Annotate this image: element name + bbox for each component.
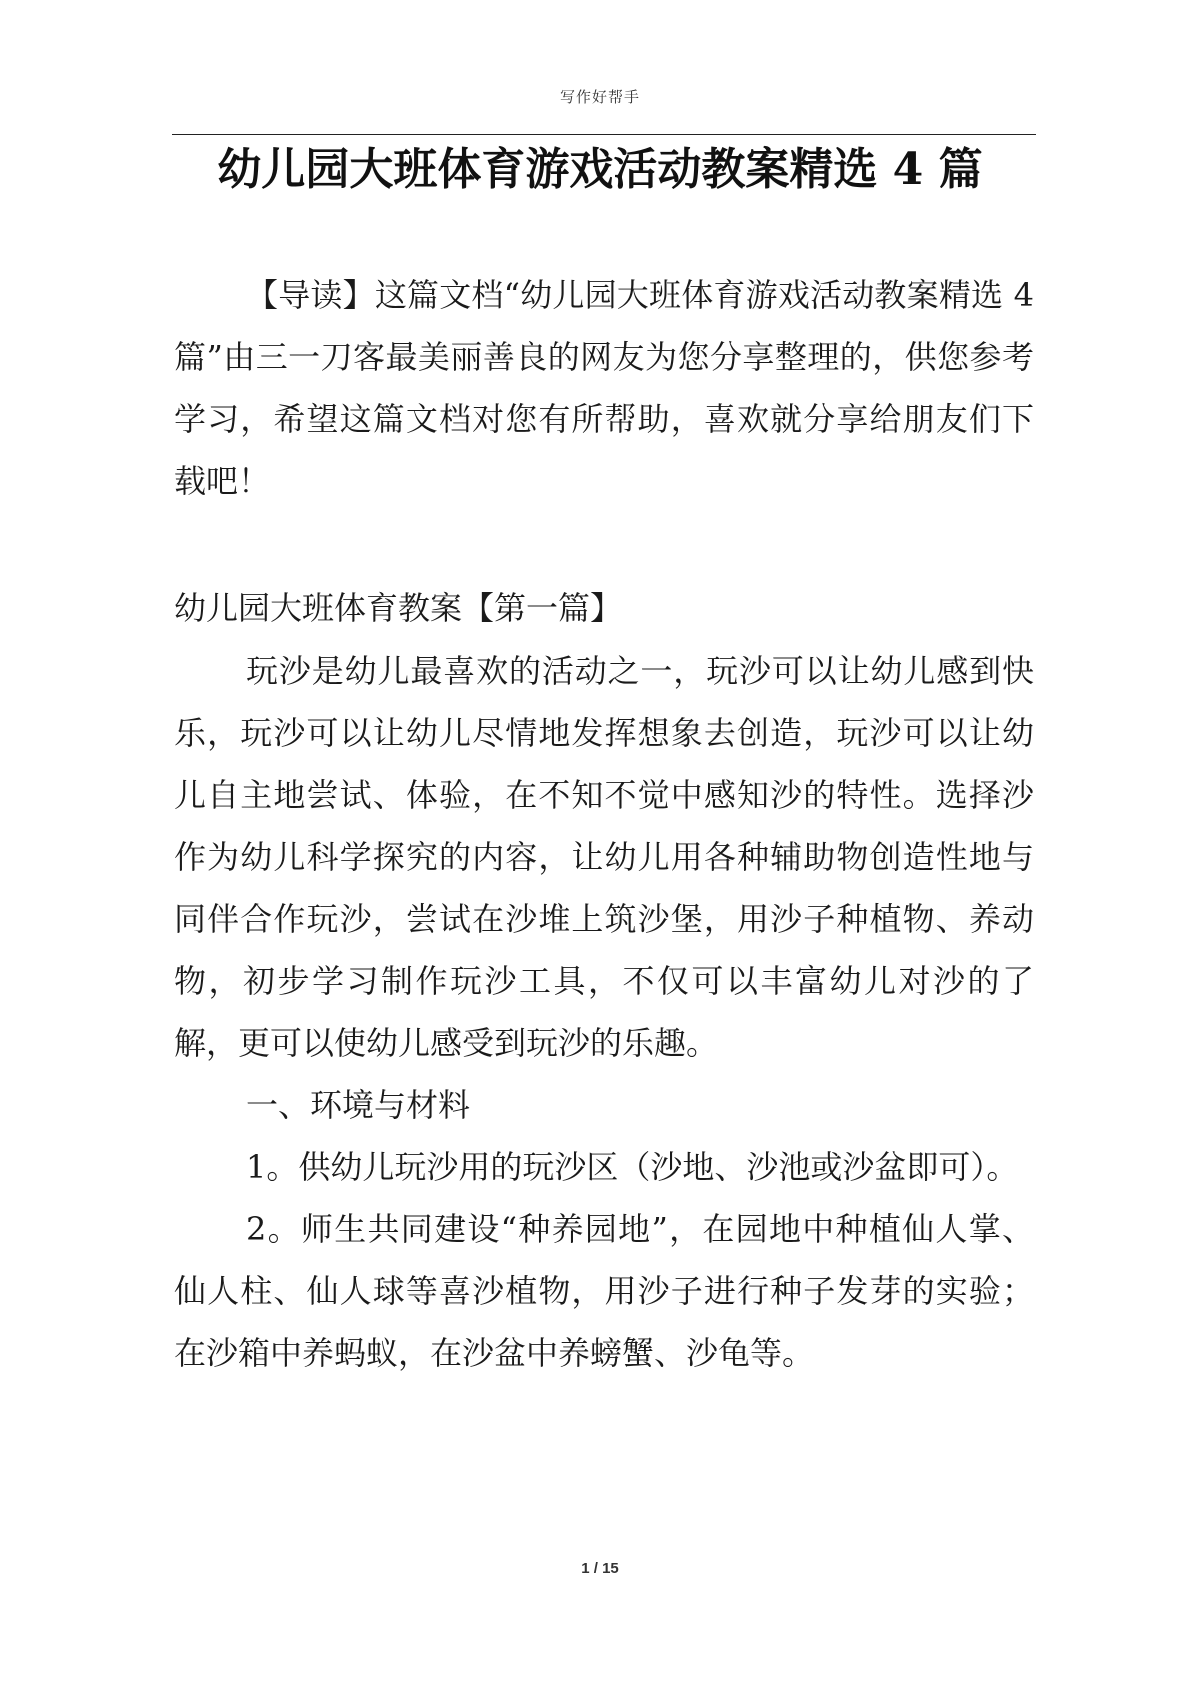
page-indicator: 1 / 15 xyxy=(581,1560,619,1577)
paragraph: 一、环境与材料 xyxy=(246,1086,471,1124)
intro-text: 【导读】这篇文档“幼儿园大班体育游戏活动教案精选 4 篇”由三一刀客最美丽善良的网友为您分享整理的，供您参考学习，希望这篇文档对您有所帮助，喜欢就分享给朋友们下载吧！ xyxy=(174,276,1034,500)
header-divider xyxy=(172,134,1036,135)
intro-paragraph xyxy=(174,264,1034,512)
document-title: 幼儿园大班体育游戏活动教案精选 4 篇 xyxy=(217,144,983,195)
section-heading-text: 幼儿园大班体育教案【第一篇】 xyxy=(174,589,623,627)
section-content xyxy=(174,640,1034,1384)
paragraph: 玩沙是幼儿最喜欢的活动之一，玩沙可以让幼儿感到快乐，玩沙可以让幼儿尽情地发挥想象去创造，玩沙可以让幼儿自主地尝试、体验，在不知不觉中感知沙的特性。选择沙作为幼儿科学探究的内容，让幼儿用各种辅助物创造性地与同伴合作玩沙，尝试在沙堆上筑沙堡，用沙子种植物、养动物，初步学习制作玩沙工具，不仅可以丰富幼儿对沙的了解，更可以使幼儿感受到玩沙的乐趣。 xyxy=(174,652,1034,1062)
page-header: 写作好帮手 xyxy=(559,88,640,106)
paragraph: 2。师生共同建设“种养园地”，在园地中种植仙人掌、仙人柱、仙人球等喜沙植物，用沙子进行种子发芽的实验；在沙箱中养蚂蚁，在沙盆中养螃蟹、沙龟等。 xyxy=(174,1210,1034,1372)
paragraph: 1。供幼儿玩沙用的玩沙区（沙地、沙池或沙盆即可）。 xyxy=(246,1148,1019,1186)
section-heading xyxy=(174,577,1034,639)
